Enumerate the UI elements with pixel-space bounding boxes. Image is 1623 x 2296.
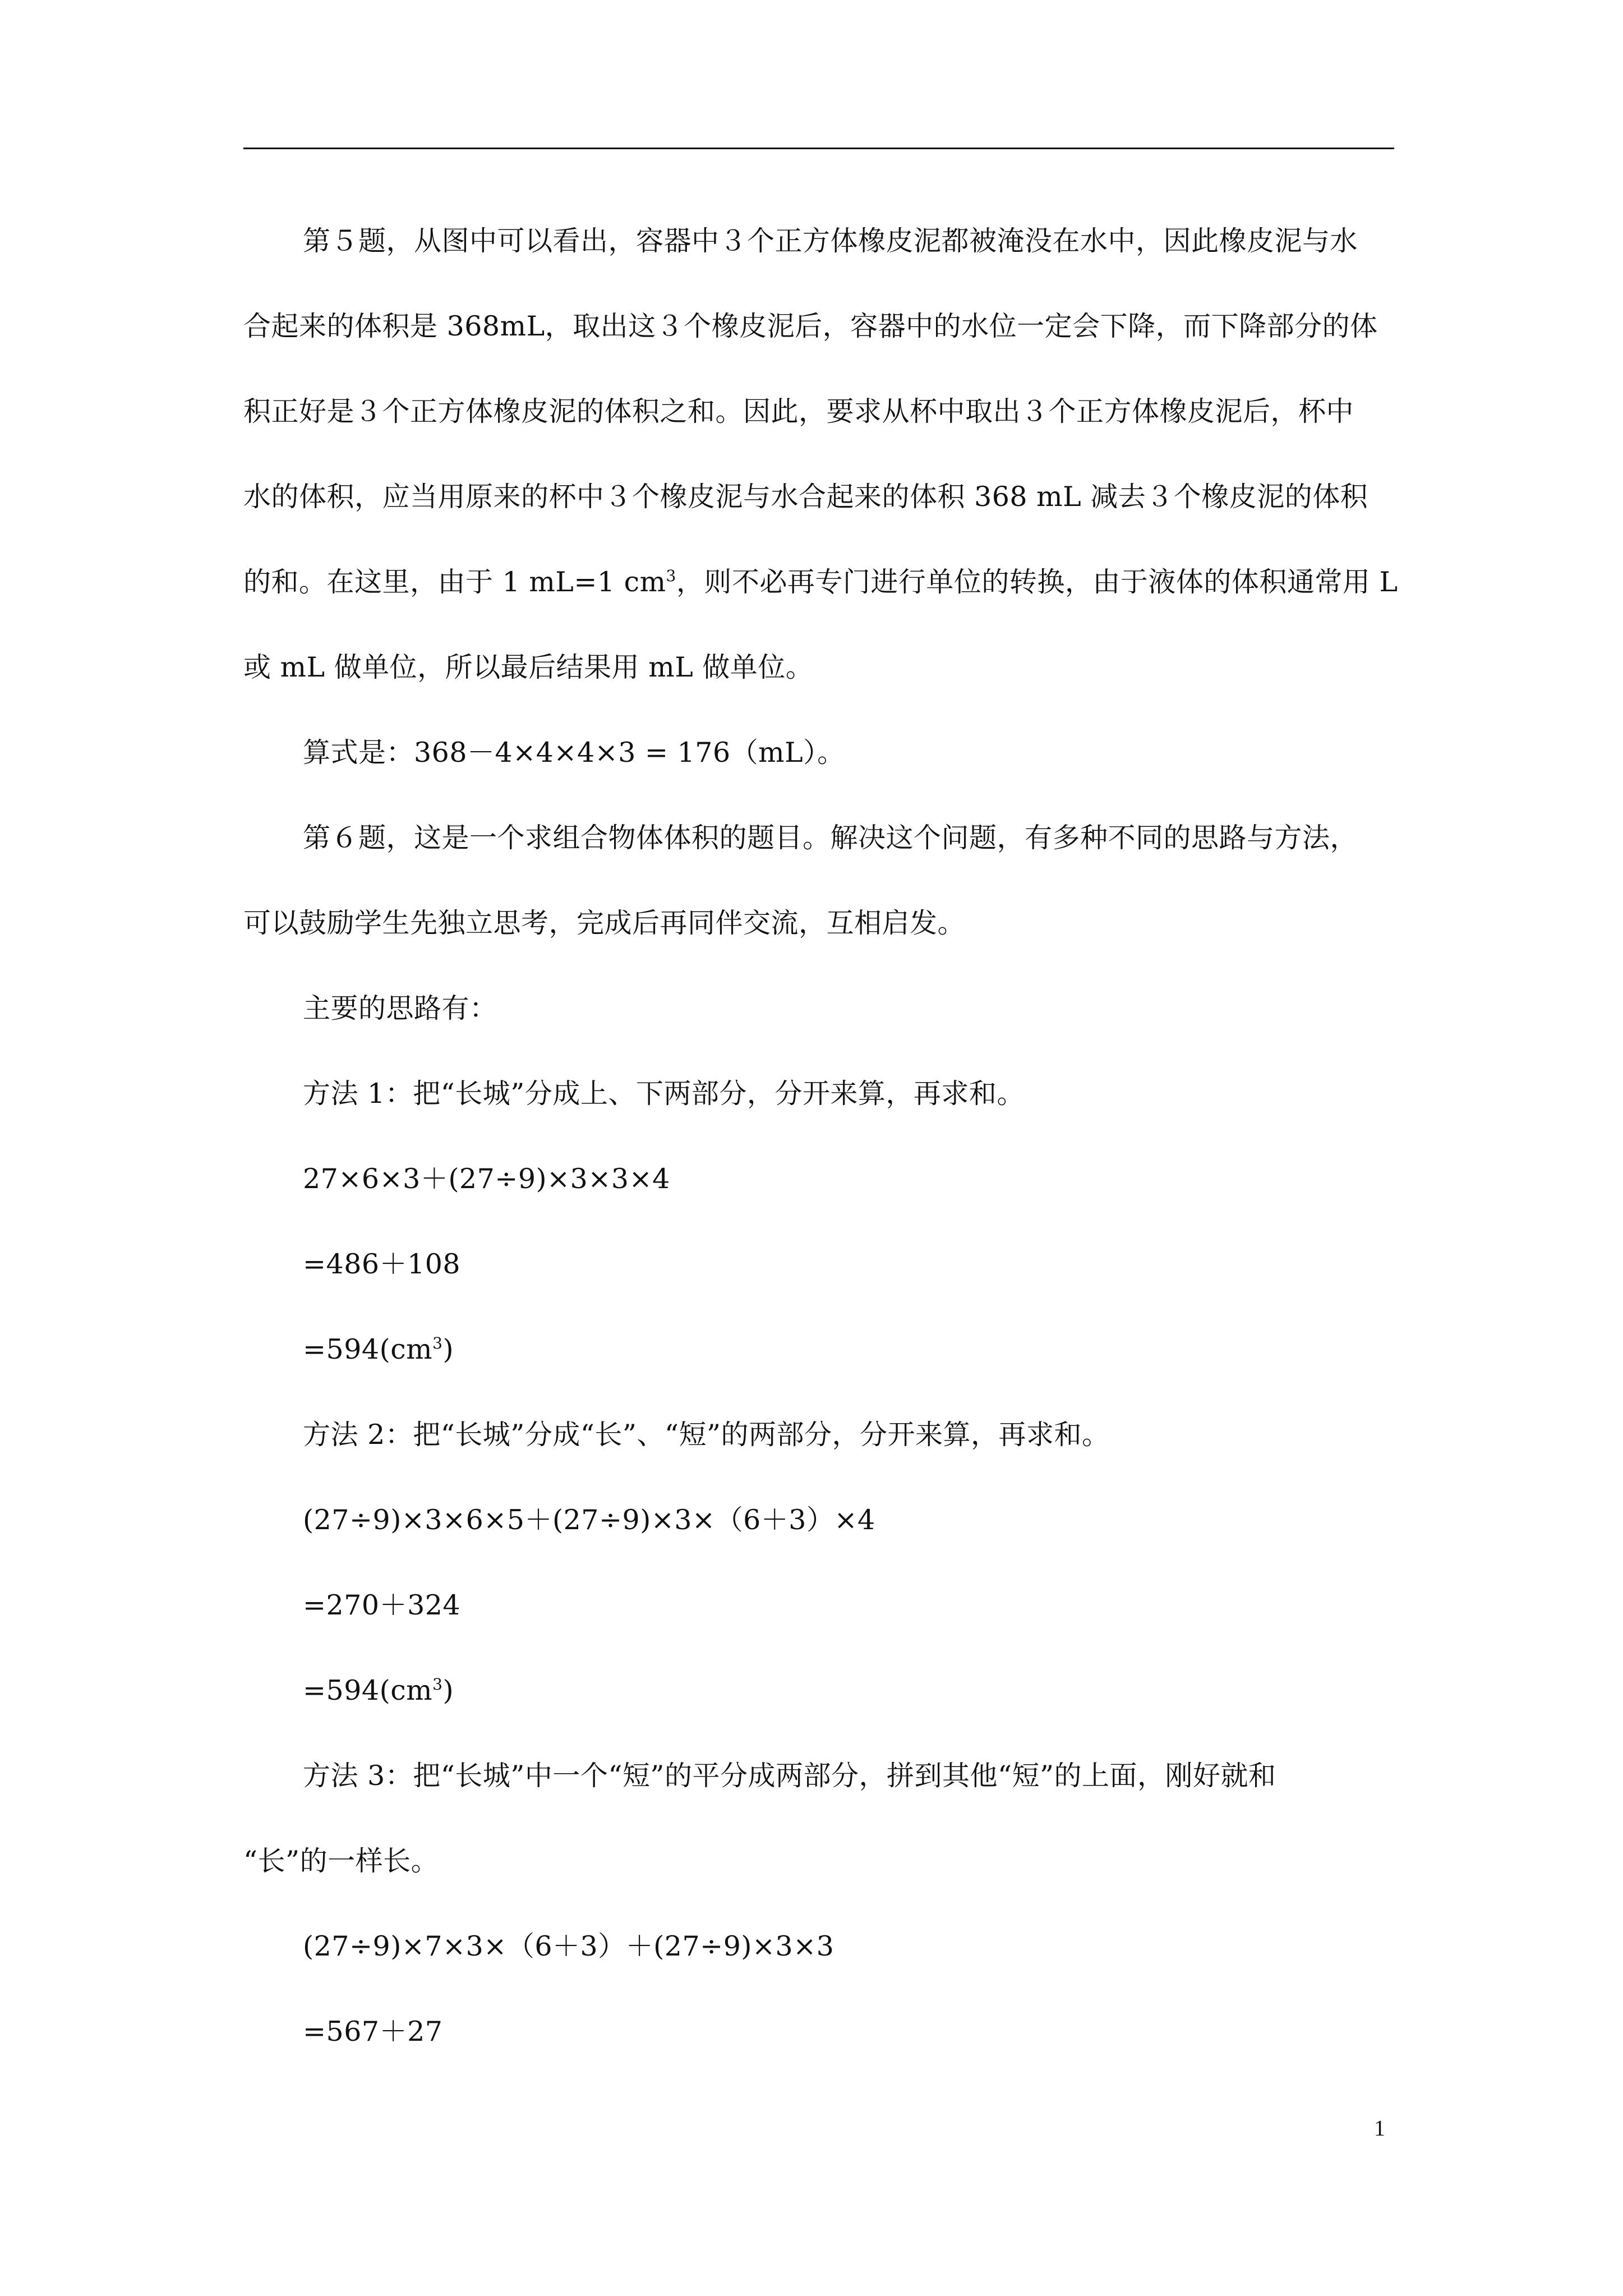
paragraph-1-line-5-end: ，则不必再专门进行单位的转换，由于液体的体积通常用 L	[676, 566, 1398, 598]
method-3-title-line-1: 方法 3：把“长城”中一个“短”的平分成两部分，拼到其他“短”的上面，刚好就和	[303, 1760, 1276, 1792]
superscript-cubed: 3	[432, 1675, 443, 1694]
formula-line: 算式是：368－4×4×4×3 = 176（mL）。	[303, 737, 845, 769]
method-1-step-3	[303, 1333, 454, 1366]
method-3-step-2: =567＋27	[303, 2016, 443, 2047]
paragraph-1-line-3: 积正好是３个正方体橡皮泥的体积之和。因此，要求从杯中取出３个正方体橡皮泥后，杯中	[243, 395, 1354, 427]
method-2-step-1: (27÷9)×3×6×5＋(27÷9)×3×（6＋3）×4	[303, 1504, 875, 1536]
method-2-step-2: =270＋324	[303, 1589, 461, 1621]
method-1-step-1: 27×6×3＋(27÷9)×3×3×4	[303, 1163, 670, 1195]
paragraph-1-line-4: 水的体积，应当用原来的杯中３个橡皮泥与水合起来的体积 368 mL 减去３个橡皮泥的体积	[243, 481, 1368, 513]
method-2-step-3-value: =594(cm	[303, 1674, 433, 1706]
paragraph-2-line-1: 第６题，这是一个求组合物体体积的题目。解决这个问题，有多种不同的思路与方法，	[303, 822, 1358, 854]
superscript-cubed: 3	[432, 1334, 443, 1352]
method-1-step-2: =486＋108	[303, 1248, 461, 1280]
method-3-step-1: (27÷9)×7×3×（6＋3）＋(27÷9)×3×3	[303, 1930, 834, 1962]
method-2-title: 方法 2：把“长城”分成“长”、“短”的两部分，分开来算，再求和。	[303, 1419, 1110, 1451]
method-2-step-3-close: )	[442, 1674, 454, 1706]
main-ideas-heading: 主要的思路有：	[303, 992, 497, 1024]
method-2-step-3	[303, 1674, 454, 1708]
page-number: 1	[1374, 2115, 1385, 2141]
method-1-step-3-value: =594(cm	[303, 1333, 433, 1365]
paragraph-2-line-2: 可以鼓励学生先独立思考，完成后再同伴交流，互相启发。	[243, 907, 966, 939]
paragraph-1-line-5-start: 的和。在这里，由于 1 mL=1 cm	[243, 566, 666, 598]
paragraph-1-line-1: 第５题，从图中可以看出，容器中３个正方体橡皮泥都被淹没在水中，因此橡皮泥与水	[303, 225, 1358, 257]
header-rule	[243, 148, 1394, 149]
method-3-title-line-2: “长”的一样长。	[243, 1845, 439, 1877]
superscript-cubed: 3	[666, 567, 676, 585]
paragraph-1-line-2: 合起来的体积是 368mL，取出这３个橡皮泥后，容器中的水位一定会下降，而下降部分的体	[243, 310, 1378, 342]
method-1-title: 方法 1：把“长城”分成上、下两部分，分开来算，再求和。	[303, 1078, 1025, 1110]
method-1-step-3-close: )	[442, 1333, 454, 1365]
paragraph-1-line-6: 或 mL 做单位，所以最后结果用 mL 做单位。	[243, 651, 814, 683]
paragraph-1-line-5	[243, 565, 1398, 599]
